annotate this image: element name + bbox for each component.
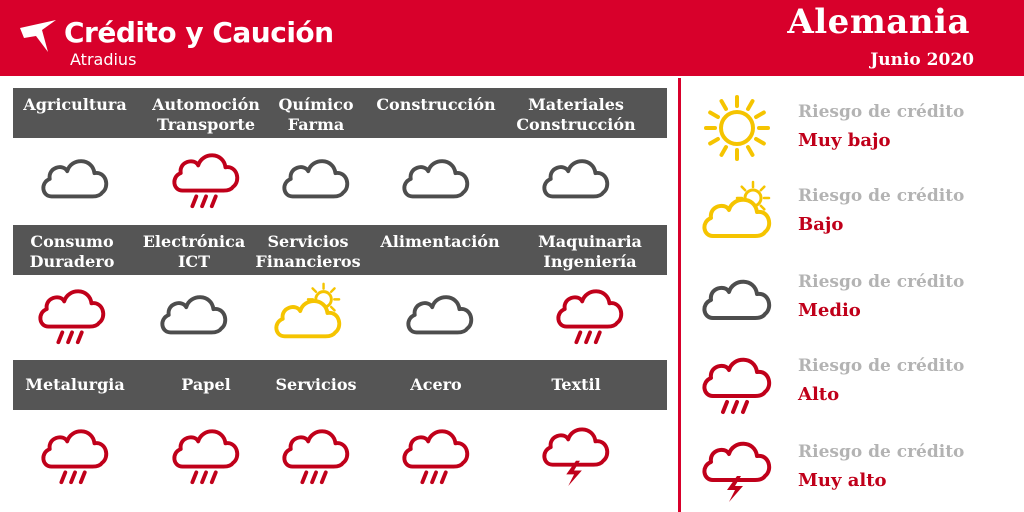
legend-level: Muy bajo <box>798 130 891 151</box>
brand-name: Crédito y Caución <box>64 16 334 49</box>
sector-label-line: Ingeniería <box>543 252 637 271</box>
rain-cloud-icon <box>32 278 112 348</box>
cloud-icon <box>400 278 480 348</box>
sun-cloud-icon <box>696 176 778 248</box>
rain-cloud-icon <box>35 418 115 488</box>
sector-label-line: Papel <box>181 375 231 394</box>
sector-label-line: Servicios <box>267 232 349 251</box>
storm-cloud-icon <box>696 432 778 504</box>
brand-mark-icon <box>18 16 58 56</box>
sector-label-line: Maquinaria <box>538 232 642 251</box>
legend-level: Bajo <box>798 214 844 235</box>
sector-label <box>366 375 506 395</box>
sector-label-line: Alimentación <box>380 232 500 251</box>
sector-label-line: Financieros <box>255 252 361 271</box>
sector-label-line: Agricultura <box>23 95 127 114</box>
header-bar <box>0 0 1024 76</box>
legend-title: Riesgo de crédito <box>798 186 965 206</box>
sector-label-line: Construcción <box>516 115 636 134</box>
sector-label-line: Duradero <box>29 252 115 271</box>
cloud-icon <box>154 278 234 348</box>
sector-label <box>370 232 510 252</box>
sector-label-line: Automoción <box>152 95 260 114</box>
sun-cloud-icon <box>268 278 348 348</box>
sun-icon <box>696 92 778 164</box>
cloud-icon <box>536 142 616 212</box>
sector-label-line: Metalurgia <box>25 375 125 394</box>
legend-level: Medio <box>798 300 861 321</box>
legend-level: Muy alto <box>798 470 887 491</box>
sector-label-line: Electrónica <box>142 232 246 251</box>
sector-label <box>246 95 386 135</box>
sector-label <box>506 375 646 395</box>
cloud-icon <box>35 142 115 212</box>
rain-cloud-icon <box>550 278 630 348</box>
rain-cloud-icon <box>166 418 246 488</box>
sector-label <box>238 232 378 272</box>
rain-cloud-icon <box>276 418 356 488</box>
legend-title: Riesgo de crédito <box>798 102 965 122</box>
legend-title: Riesgo de crédito <box>798 356 965 376</box>
sector-label-line: Transporte <box>156 115 256 134</box>
legend-level: Alto <box>798 384 840 405</box>
legend-title: Riesgo de crédito <box>798 442 965 462</box>
sector-label-line: Químico <box>278 95 354 114</box>
sector-label-line: Consumo <box>30 232 114 251</box>
sector-label-line: Acero <box>410 375 462 394</box>
sector-label-line: Farma <box>287 115 345 134</box>
report-date: Junio 2020 <box>870 50 974 70</box>
sector-label <box>2 232 142 272</box>
sector-label <box>520 232 660 272</box>
storm-cloud-icon <box>536 418 616 488</box>
sector-label-line: Servicios <box>275 375 357 394</box>
rain-cloud-icon <box>166 142 246 212</box>
sector-label-line: ICT <box>177 252 211 271</box>
sector-label <box>5 375 145 395</box>
cloud-icon <box>276 142 356 212</box>
legend-title: Riesgo de crédito <box>798 272 965 292</box>
brand-logo <box>18 12 358 72</box>
rain-cloud-icon <box>396 418 476 488</box>
cloud-icon <box>396 142 476 212</box>
sector-label <box>506 95 646 135</box>
sector-label <box>366 95 506 115</box>
page-title: Alemania <box>787 2 970 42</box>
rain-cloud-icon <box>696 346 778 418</box>
brand-sub: Atradius <box>70 50 137 69</box>
cloud-icon <box>696 262 778 334</box>
sector-label <box>5 95 145 115</box>
sector-label <box>246 375 386 395</box>
sector-label-line: Textil <box>551 375 601 394</box>
sector-label-line: Materiales <box>528 95 624 114</box>
vertical-divider <box>678 78 681 512</box>
sector-label-line: Construcción <box>376 95 496 114</box>
